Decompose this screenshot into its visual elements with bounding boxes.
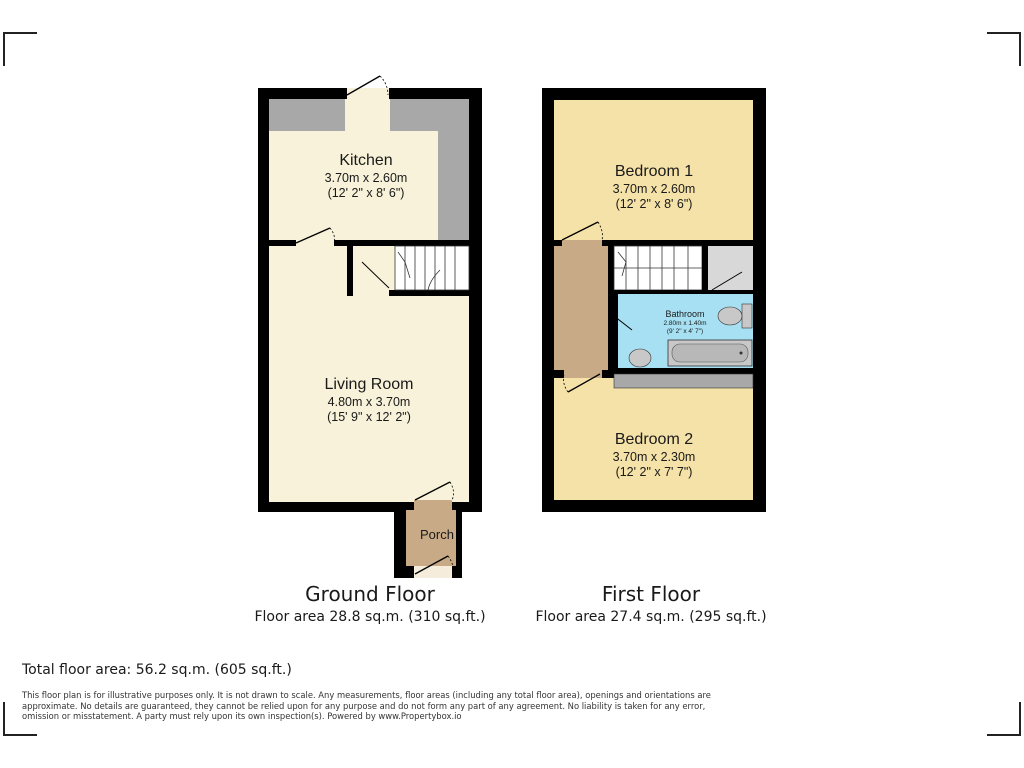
bathroom-label: Bathroom (665, 309, 705, 319)
bedroom-1-metric: 3.70m x 2.60m (612, 182, 696, 196)
living-room-metric: 4.80m x 3.70m (327, 395, 411, 409)
bedroom-2-label: Bedroom 2 (614, 431, 694, 448)
frame-corners (4, 33, 1020, 735)
basin (629, 349, 651, 367)
landing-area (554, 246, 608, 370)
living-room-imperial: (15' 9" x 12' 2") (327, 410, 411, 424)
kitchen-label: Kitchen (339, 152, 393, 169)
ground-floor-plan (258, 76, 482, 578)
first-floor-stairs (614, 246, 702, 290)
bedroom-2-metric: 3.70m x 2.30m (612, 450, 696, 464)
first-floor-plan (542, 88, 766, 512)
ground-floor-title: Ground Floor (305, 582, 435, 606)
bedroom-2-imperial: (12' 2" x 7' 7") (615, 465, 693, 479)
porch-label: Porch (420, 527, 454, 542)
first-floor-area: Floor area 27.4 sq.m. (295 sq.ft.) (535, 609, 767, 625)
bedroom-1-imperial: (12' 2" x 8' 6") (615, 197, 693, 211)
kitchen-imperial: (12' 2" x 8' 6") (327, 186, 405, 200)
living-room-label: Living Room (324, 376, 414, 393)
bedroom-1-label: Bedroom 1 (614, 163, 694, 180)
bathroom-metric: 2.80m x 1.40m (663, 320, 707, 327)
ground-floor-stairs (395, 246, 469, 290)
ground-floor-area: Floor area 28.8 sq.m. (310 sq.ft.) (254, 609, 486, 625)
kitchen-units (269, 99, 345, 131)
total-floor-area: Total floor area: 56.2 sq.m. (605 sq.ft.) (22, 662, 292, 678)
bathroom-imperial: (9' 2" x 4' 7") (666, 328, 704, 335)
kitchen-metric: 3.70m x 2.60m (324, 171, 408, 185)
disclaimer-text: This floor plan is for illustrative purposes only. It is not drawn to scale. Any measurements, floor areas (including any total floor area), openings and orientations are approximate. No details are guaranteed, they cannot be relied upon for any purpose and do not form any part of any agreement. No liability is taken for any error, omission or misstatement. A party must rely upon its own inspection(s). Powered by www.Propertybox.io (22, 690, 711, 721)
first-floor-title: First Floor (601, 582, 701, 606)
